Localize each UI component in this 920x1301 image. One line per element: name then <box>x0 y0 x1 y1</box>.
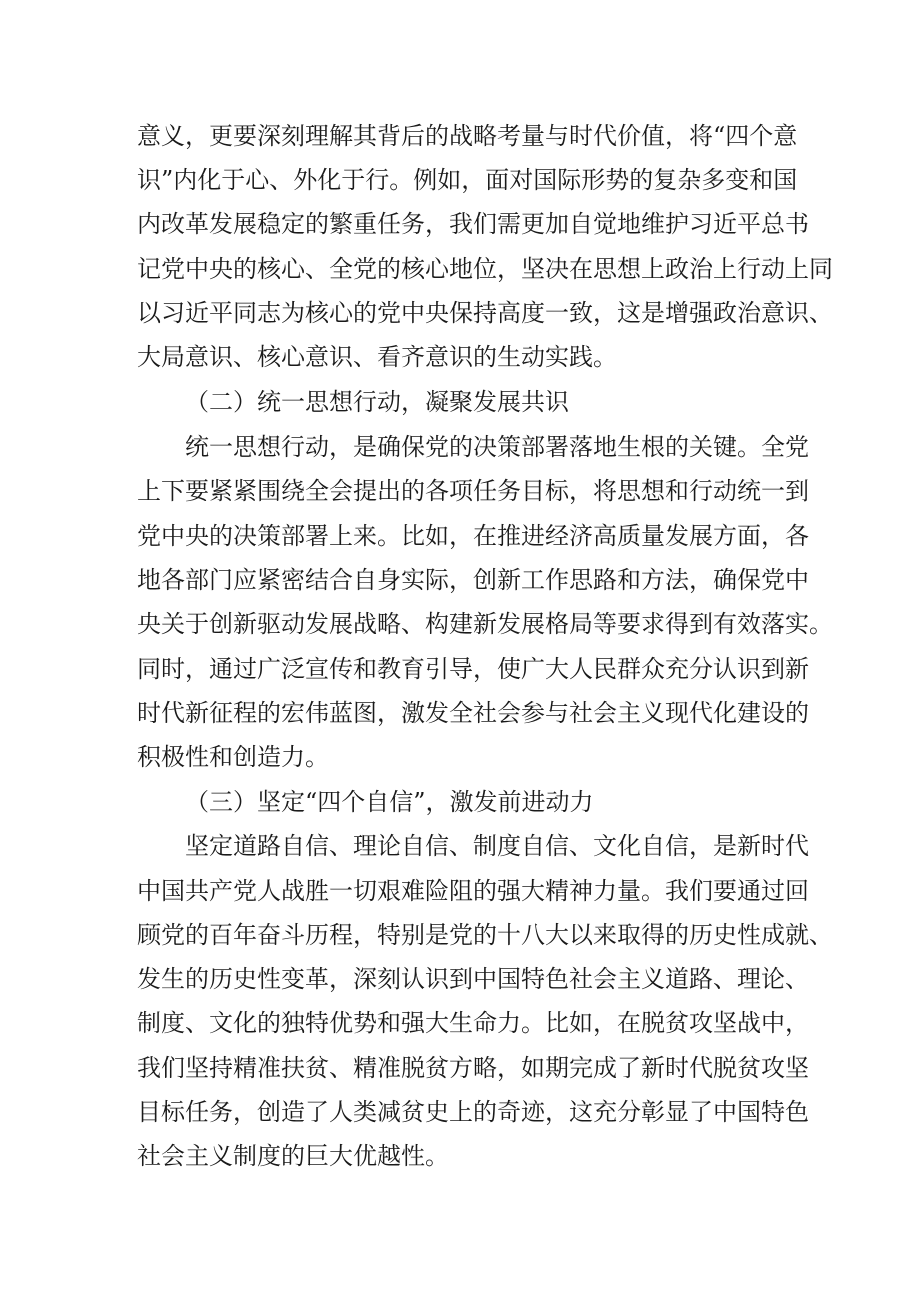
paragraph-line: 上下要紧紧围绕全会提出的各项任务目标，将思想和行动统一到 <box>137 477 809 505</box>
paragraph-line: 统一思想行动，是确保党的决策部署落地生根的关键。全党 <box>185 433 809 461</box>
paragraph-line: 央关于创新驱动发展战略、构建新发展格局等要求得到有效落实。 <box>137 610 833 638</box>
paragraph-line: 记党中央的核心、全党的核心地位，坚决在思想上政治上行动上同 <box>137 255 833 283</box>
paragraph-line: 时代新征程的宏伟蓝图，激发全社会参与社会主义现代化建设的 <box>137 699 809 727</box>
paragraph-line: 制度、文化的独特优势和强大生命力。比如，在脱贫攻坚战中， <box>137 1009 809 1037</box>
paragraph-line: 同时，通过广泛宣传和教育引导，使广大人民群众充分认识到新 <box>137 655 809 683</box>
paragraph-line: 坚定道路自信、理论自信、制度自信、文化自信，是新时代 <box>185 832 809 860</box>
paragraph-line: 大局意识、核心意识、看齐意识的生动实践。 <box>137 343 617 371</box>
paragraph-line: 积极性和创造力。 <box>137 743 329 771</box>
paragraph-line: 意义，更要深刻理解其背后的战略考量与时代价值，将“四个意 <box>137 122 798 150</box>
section-heading-3: （三）坚定“四个自信”，激发前进动力 <box>185 788 594 816</box>
paragraph-line: 识”内化于心、外化于行。例如，面对国际形势的复杂多变和国 <box>137 166 798 194</box>
paragraph-line: 中国共产党人战胜一切艰难险阻的强大精神力量。我们要通过回 <box>137 877 809 905</box>
paragraph-line: 发生的历史性变革，深刻认识到中国特色社会主义道路、理论、 <box>137 965 809 993</box>
section-heading-2: （二）统一思想行动，凝聚发展共识 <box>185 388 569 416</box>
paragraph-line: 顾党的百年奋斗历程，特别是党的十八大以来取得的历史性成就、 <box>137 921 833 949</box>
paragraph-line: 党中央的决策部署上来。比如，在推进经济高质量发展方面，各 <box>137 522 809 550</box>
paragraph-line: 以习近平同志为核心的党中央保持高度一致，这是增强政治意识、 <box>137 299 833 327</box>
paragraph-line: 地各部门应紧密结合自身实际，创新工作思路和方法，确保党中 <box>137 566 809 594</box>
paragraph-line: 内改革发展稳定的繁重任务，我们需更加自觉地维护习近平总书 <box>137 210 809 238</box>
paragraph-line: 目标任务，创造了人类减贫史上的奇迹，这充分彰显了中国特色 <box>137 1098 809 1126</box>
paragraph-line: 社会主义制度的巨大优越性。 <box>137 1142 449 1170</box>
paragraph-line: 我们坚持精准扶贫、精准脱贫方略，如期完成了新时代脱贫攻坚 <box>137 1054 809 1082</box>
